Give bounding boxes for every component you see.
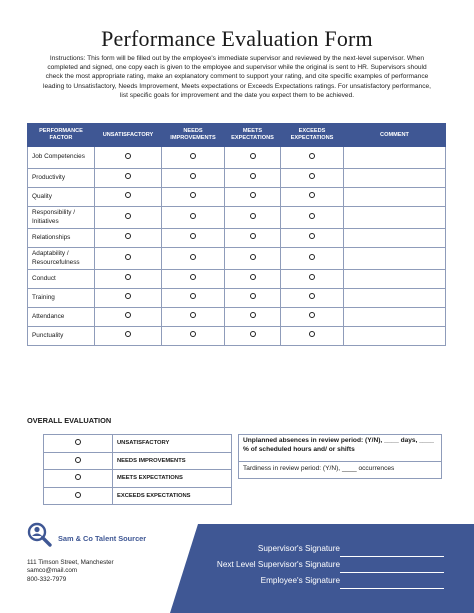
table-row — [28, 169, 446, 188]
rating-cell-unsatisfactory — [95, 207, 162, 229]
rating-cell-unsatisfactory — [95, 229, 162, 248]
rating-cell-exceeds-expectations — [281, 147, 344, 169]
rating-radio-meets-expectations[interactable] — [250, 274, 256, 280]
rating-cell-unsatisfactory — [95, 188, 162, 207]
rating-cell-meets-expectations — [225, 147, 281, 169]
overall-evaluation-title: OVERALL EVALUATION — [27, 416, 112, 425]
rating-radio-meets-expectations[interactable] — [250, 153, 256, 159]
unplanned-absences-field[interactable]: Unplanned absences in review period: (Y/N), ____ days, ____ % of scheduled hours and/ or shifts — [239, 435, 441, 462]
performance-factor-label: Relationships — [28, 229, 95, 248]
rating-radio-exceeds-expectations[interactable] — [309, 274, 315, 280]
rating-radio-needs-improvements[interactable] — [190, 312, 196, 318]
overall-option-label: UNSATISFACTORY — [113, 435, 232, 453]
performance-factor-label: Training — [28, 289, 95, 308]
rating-cell-meets-expectations — [225, 188, 281, 207]
overall-evaluation-table — [43, 434, 232, 505]
rating-radio-exceeds-expectations[interactable] — [309, 254, 315, 260]
performance-factor-label: Job Competencies — [28, 147, 95, 169]
rating-radio-unsatisfactory[interactable] — [125, 312, 131, 318]
rating-radio-unsatisfactory[interactable] — [125, 192, 131, 198]
rating-cell-meets-expectations — [225, 169, 281, 188]
rating-radio-exceeds-expectations[interactable] — [309, 192, 315, 198]
rating-radio-needs-improvements[interactable] — [190, 233, 196, 239]
table-row — [28, 147, 446, 169]
rating-radio-unsatisfactory[interactable] — [125, 293, 131, 299]
overall-radio[interactable] — [75, 457, 81, 463]
overall-radio-cell — [44, 435, 113, 453]
table-row — [28, 207, 446, 229]
rating-cell-unsatisfactory — [95, 308, 162, 327]
header-comment: COMMENT — [344, 124, 446, 147]
rating-cell-needs-improvements — [162, 248, 225, 270]
header-unsatisfactory: UNSATISFACTORY — [95, 124, 162, 147]
rating-radio-exceeds-expectations[interactable] — [309, 293, 315, 299]
rating-cell-exceeds-expectations — [281, 188, 344, 207]
rating-cell-meets-expectations — [225, 270, 281, 289]
performance-factor-label: Attendance — [28, 308, 95, 327]
rating-radio-needs-improvements[interactable] — [190, 192, 196, 198]
rating-cell-exceeds-expectations — [281, 327, 344, 346]
rating-radio-exceeds-expectations[interactable] — [309, 312, 315, 318]
rating-cell-unsatisfactory — [95, 289, 162, 308]
comment-cell[interactable] — [344, 289, 446, 308]
address-line: 111 Timson Street, Manchester — [27, 559, 114, 566]
overall-radio-cell — [44, 487, 113, 505]
overall-row — [44, 487, 232, 505]
rating-cell-needs-improvements — [162, 147, 225, 169]
rating-radio-meets-expectations[interactable] — [250, 312, 256, 318]
table-row — [28, 229, 446, 248]
overall-radio[interactable] — [75, 474, 81, 480]
rating-cell-needs-improvements — [162, 207, 225, 229]
table-row — [28, 248, 446, 270]
rating-radio-unsatisfactory[interactable] — [125, 254, 131, 260]
table-header-row — [28, 124, 446, 147]
comment-cell[interactable] — [344, 207, 446, 229]
overall-radio[interactable] — [75, 492, 81, 498]
table-row — [28, 188, 446, 207]
rating-cell-needs-improvements — [162, 188, 225, 207]
company-address — [27, 559, 114, 584]
rating-radio-needs-improvements[interactable] — [190, 213, 196, 219]
supervisor-signature-label: Supervisor's Signature — [257, 544, 340, 553]
rating-radio-exceeds-expectations[interactable] — [309, 153, 315, 159]
supervisor-signature-line[interactable] — [340, 556, 444, 557]
email-line: samco@mail.com — [27, 567, 78, 575]
rating-radio-needs-improvements[interactable] — [190, 293, 196, 299]
rating-cell-exceeds-expectations — [281, 248, 344, 270]
table-row — [28, 327, 446, 346]
rating-radio-unsatisfactory[interactable] — [125, 274, 131, 280]
rating-cell-meets-expectations — [225, 207, 281, 229]
rating-cell-needs-improvements — [162, 289, 225, 308]
rating-cell-meets-expectations — [225, 229, 281, 248]
rating-cell-exceeds-expectations — [281, 308, 344, 327]
rating-cell-meets-expectations — [225, 248, 281, 270]
header-meets-expectations: MEETS EXPECTATIONS — [225, 124, 281, 147]
rating-cell-needs-improvements — [162, 308, 225, 327]
rating-radio-exceeds-expectations[interactable] — [309, 173, 315, 179]
rating-cell-exceeds-expectations — [281, 289, 344, 308]
rating-radio-needs-improvements[interactable] — [190, 331, 196, 337]
performance-factor-label: Quality — [28, 188, 95, 207]
comment-cell[interactable] — [344, 270, 446, 289]
rating-radio-meets-expectations[interactable] — [250, 293, 256, 299]
rating-cell-exceeds-expectations — [281, 169, 344, 188]
table-row — [28, 289, 446, 308]
overall-radio[interactable] — [75, 439, 81, 445]
next-level-signature-line[interactable] — [340, 572, 444, 573]
phone-line: 800-332-7979 — [27, 575, 67, 583]
rating-radio-needs-improvements[interactable] — [190, 274, 196, 280]
rating-cell-unsatisfactory — [95, 169, 162, 188]
rating-cell-exceeds-expectations — [281, 207, 344, 229]
performance-factor-label: Responsibility / Initiatives — [28, 207, 95, 229]
rating-radio-meets-expectations[interactable] — [250, 233, 256, 239]
rating-cell-unsatisfactory — [95, 248, 162, 270]
rating-cell-needs-improvements — [162, 270, 225, 289]
form-title: Performance Evaluation Form — [101, 26, 373, 51]
rating-cell-needs-improvements — [162, 169, 225, 188]
rating-cell-unsatisfactory — [95, 270, 162, 289]
tardiness-field[interactable]: Tardiness in review period: (Y/N), ____ occurrences — [243, 465, 395, 472]
header-exceeds-expectations: EXCEEDS EXPECTATIONS — [281, 124, 344, 147]
absence-box — [238, 434, 442, 479]
rating-cell-exceeds-expectations — [281, 229, 344, 248]
comment-cell[interactable] — [344, 248, 446, 270]
performance-table — [27, 123, 446, 346]
performance-factor-label: Punctuality — [28, 327, 95, 346]
rating-radio-unsatisfactory[interactable] — [125, 331, 131, 337]
rating-radio-unsatisfactory[interactable] — [125, 173, 131, 179]
rating-cell-unsatisfactory — [95, 327, 162, 346]
overall-radio-cell — [44, 470, 113, 488]
overall-row — [44, 470, 232, 488]
overall-option-label: MEETS EXPECTATIONS — [113, 470, 232, 488]
rating-cell-meets-expectations — [225, 289, 281, 308]
rating-radio-needs-improvements[interactable] — [190, 173, 196, 179]
magnifier-person-icon — [27, 522, 53, 548]
overall-row — [44, 452, 232, 470]
employee-signature-line[interactable] — [340, 588, 444, 589]
rating-cell-unsatisfactory — [95, 147, 162, 169]
rating-radio-exceeds-expectations[interactable] — [309, 213, 315, 219]
comment-cell[interactable] — [344, 327, 446, 346]
company-name: Sam & Co Talent Sourcer — [58, 534, 147, 543]
rating-cell-meets-expectations — [225, 327, 281, 346]
overall-row — [44, 435, 232, 453]
next-level-signature-label: Next Level Supervisor's Signature — [216, 560, 340, 569]
header-needs-improvements: NEEDS IMPROVEMENTS — [162, 124, 225, 147]
instructions-text: Instructions: This form will be filled out by the employee's immediate supervisor and reviewed by the next-level supervisor. When completed and signed, one copy each is given to the employee and supervisor while the original is sent to HR. Supervisors should check the most appropriate rating, make an explanatory comment to support your rating, and cite specific examples of performance leading to Unsatisfactory, Needs Improvement, Meets expectations or Exceeds Expectations ratings. For unsatisfactory performance, list specific goals for improvement and the date you expect them to be achieved. — [43, 55, 431, 99]
table-row — [28, 270, 446, 289]
rating-cell-exceeds-expectations — [281, 270, 344, 289]
rating-radio-meets-expectations[interactable] — [250, 192, 256, 198]
performance-factor-label: Adaptability / Resourcefulness — [28, 248, 95, 270]
comment-cell[interactable] — [344, 169, 446, 188]
rating-radio-exceeds-expectations[interactable] — [309, 331, 315, 337]
rating-radio-meets-expectations[interactable] — [250, 331, 256, 337]
rating-radio-meets-expectations[interactable] — [250, 254, 256, 260]
comment-cell[interactable] — [344, 229, 446, 248]
comment-cell[interactable] — [344, 308, 446, 327]
rating-cell-needs-improvements — [162, 327, 225, 346]
rating-radio-needs-improvements[interactable] — [190, 254, 196, 260]
rating-radio-unsatisfactory[interactable] — [125, 153, 131, 159]
employee-signature-label: Employee's Signature — [260, 576, 340, 585]
rating-cell-needs-improvements — [162, 229, 225, 248]
overall-option-label: EXCEEDS EXPECTATIONS — [113, 487, 232, 505]
performance-factor-label: Productivity — [28, 169, 95, 188]
rating-cell-meets-expectations — [225, 308, 281, 327]
rating-radio-meets-expectations[interactable] — [250, 213, 256, 219]
overall-radio-cell — [44, 452, 113, 470]
comment-cell[interactable] — [344, 188, 446, 207]
rating-radio-needs-improvements[interactable] — [190, 153, 196, 159]
rating-radio-unsatisfactory[interactable] — [125, 233, 131, 239]
overall-option-label: NEEDS IMPROVEMENTS — [113, 452, 232, 470]
header-performance-factor: PERFORMANCE FACTOR — [28, 124, 95, 147]
rating-radio-exceeds-expectations[interactable] — [309, 233, 315, 239]
performance-factor-label: Conduct — [28, 270, 95, 289]
comment-cell[interactable] — [344, 147, 446, 169]
table-row — [28, 308, 446, 327]
rating-radio-meets-expectations[interactable] — [250, 173, 256, 179]
rating-radio-unsatisfactory[interactable] — [125, 213, 131, 219]
